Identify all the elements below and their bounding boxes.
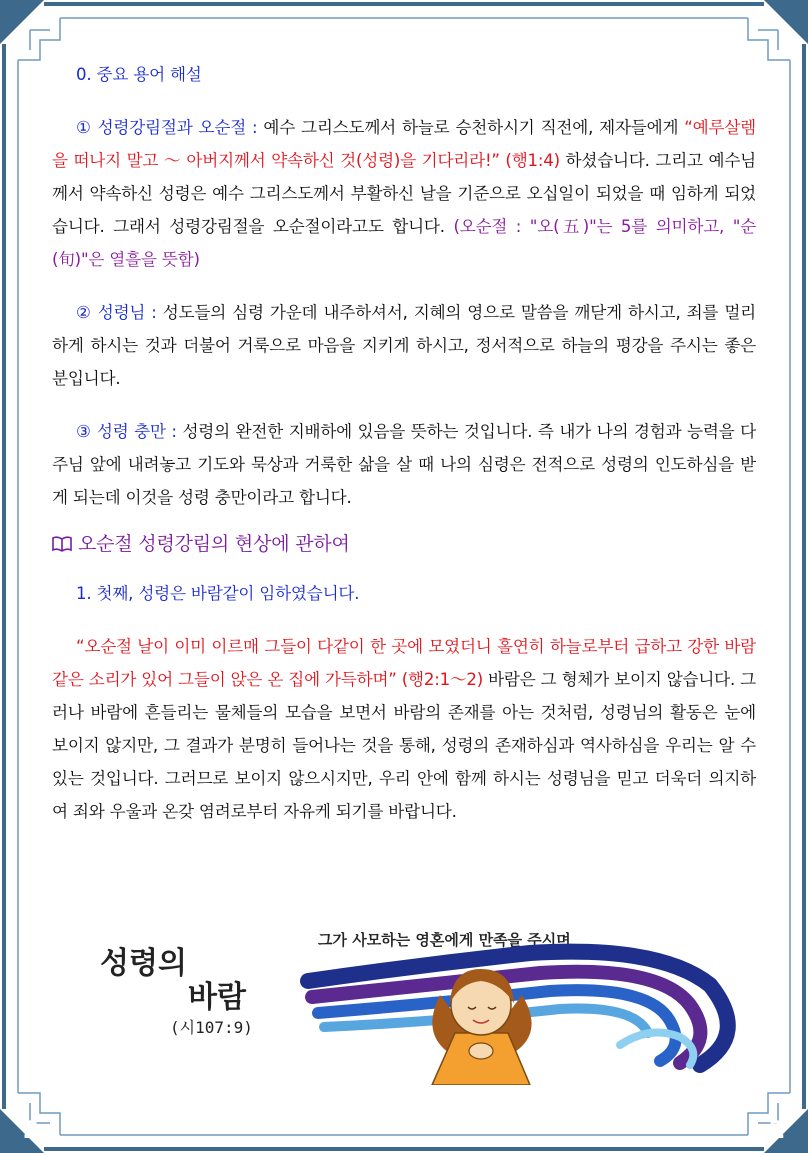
term-note-1: (오순절 : "오(五)"는 5를 의미하고, "순(旬)"은 열흘을 뜻함) <box>52 217 756 269</box>
illustration-title-line1: 성령의 <box>100 946 187 981</box>
section-heading-terms: 0. 중요 용어 해설 <box>76 65 202 84</box>
scripture-quote-1: “예루살렘을 떠나지 말고 ～ 아버지께서 약속하신 것(성령)을 기다리라!” (행1:4) <box>52 118 756 170</box>
point-text-1: 바람은 그 형체가 보이지 않습니다. 그러나 바람에 흔들리는 물체들의 모습을 보면서 바람의 존재를 아는 것처럼, 성령님의 활동은 눈에 보이지 않지만, 그 결과가 분명히 들어나는 것을 통해, 성령의 존재하심과 역사하심을 우리는 알 수 있는 것입니다. 그러므로 보이지 않으시지만, 우리 안에 함께 하시는 성령님을 믿고 더욱더 의지하여 죄와 우울과 온갖 염려로부터 자유케 되기를 바랍니다. <box>52 670 756 821</box>
corner-ornament-top-left <box>0 0 44 44</box>
illustration <box>60 925 760 1085</box>
term-text-3: 성령의 완전한 지배하에 있음을 뜻하는 것입니다. 즉 내가 나의 경험과 능력을 다 주님 앞에 내려놓고 기도와 묵상과 거룩한 삶을 살 때 나의 심령은 전적으로 성령의 인도하심을 받게 되는데 이것을 성령 충만이라고 합니다. <box>52 422 756 507</box>
illustration-verse: (시107:9) <box>170 1018 253 1037</box>
term-paragraph-1 <box>52 111 756 276</box>
open-book-icon <box>52 530 72 563</box>
illustration-caption: 그가 사모하는 영혼에게 만족을 주시며 <box>318 931 571 949</box>
term-text-2: 성도들의 심령 가운데 내주하셔서, 지혜의 영으로 말씀을 깨닫게 하시고, 죄를 멀리하게 하시는 것과 더불어 거룩으로 마음을 지키게 하시고, 정서적으로 하늘의 평강을 주시는 좋은 분입니다. <box>52 303 756 388</box>
term-label-3: ③ 성령 충만 : <box>76 422 177 441</box>
term-text-1b: 하셨습니다. 그리고 예수님께서 약속하신 성령은 예수 그리스도께서 부활하신 날을 기준으로 오십일이 되었을 때 임하게 되었습니다. 그래서 성령강림절을 오순절이라고도 합니다. <box>52 151 756 236</box>
section-title <box>52 528 756 563</box>
point-heading-1: 1. 첫째, 성령은 바람같이 임하였습니다. <box>76 584 360 603</box>
section-title-text: 오순절 성령강림의 현상에 관하여 <box>78 533 350 555</box>
term-paragraph-2 <box>52 296 756 395</box>
illustration-title-line2: 바람 <box>188 980 246 1015</box>
scripture-quote-2: “오순절 날이 이미 이르매 그들이 다같이 한 곳에 모였더니 홀연히 하늘로부터 급하고 강한 바람 같은 소리가 있어 그들이 앉은 온 집에 가득하며” (행2:1～2) <box>52 637 756 689</box>
term-label-2: ② 성령님 : <box>76 303 157 322</box>
page-number-left: 2 <box>22 1116 40 1144</box>
page-content <box>52 58 756 828</box>
term-text-1a: 예수 그리스도께서 하늘로 승천하시기 직전에, 제자들에게 <box>257 118 685 137</box>
page-number-right: 2 <box>768 1116 786 1144</box>
corner-ornament-top-right <box>764 0 808 44</box>
term-paragraph-3 <box>52 415 756 514</box>
term-label-1: ① 성령강림절과 오순절 : <box>76 118 258 137</box>
point-paragraph-1 <box>52 630 756 828</box>
